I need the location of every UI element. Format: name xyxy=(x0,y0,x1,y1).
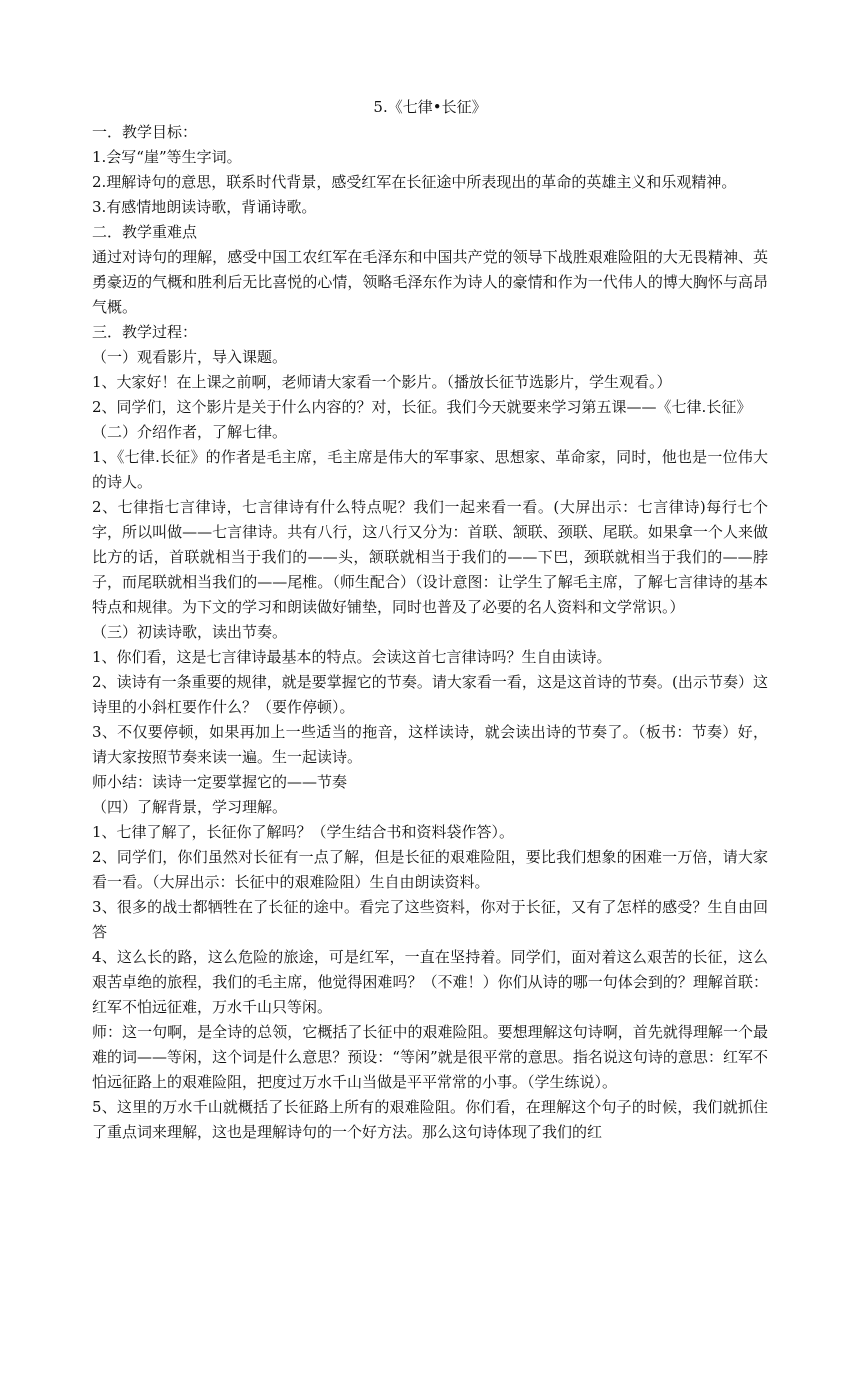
body-paragraph: 师：这一句啊，是全诗的总领，它概括了长征中的艰难险阻。要想理解这句诗啊，首先就得理解一个最难的词——等闲，这个词是什么意思？预设：“等闲”就是很平常的意思。指名说这句诗的意思：红军不怕远征路上的艰难险阻，把度过万水千山当做是平平常常的小事。（学生练说）。 xyxy=(92,1023,768,1091)
body-paragraph: 1、你们看，这是七言律诗最基本的特点。会读这首七言律诗吗？生自由读诗。 xyxy=(92,648,612,666)
body-paragraph: 1、七律了解了，长征你了解吗？（学生结合书和资料袋作答）。 xyxy=(92,823,515,841)
objective-item: 2.理解诗句的意思，联系时代背景，感受红军在长征途中所表现出的革命的英雄主义和乐观精神。 xyxy=(92,173,737,191)
section-heading-process: 三．教学过程： xyxy=(92,323,198,341)
body-paragraph: 4、这么长的路，这么危险的旅途，可是红军，一直在坚持着。同学们，面对着这么艰苦的长征，这么艰苦卓绝的旅程，我们的毛主席，他觉得困难吗？（不难！）你们从诗的哪一句体会到的？理解首联：红军不怕远征难，万水千山只等闲。 xyxy=(92,948,768,1016)
section-heading-key-points: 二．教学重难点 xyxy=(92,223,198,241)
subsection-heading: （四）了解背景，学习理解。 xyxy=(92,798,288,816)
document-title: 5.《七律•长征》 xyxy=(373,98,487,116)
body-paragraph: 通过对诗句的理解，感受中国工农红军在毛泽东和中国共产党的领导下战胜艰难险阻的大无畏精神、英勇豪迈的气概和胜利后无比喜悦的心情，领略毛泽东作为诗人的豪情和作为一代伟人的博大胸怀与高昂气概。 xyxy=(92,248,768,316)
objective-item: 1.会写“崖”等生字词。 xyxy=(92,148,242,166)
body-paragraph: 3、不仅要停顿，如果再加上一些适当的拖音，这样读诗，就会读出诗的节奏了。（板书：节奏）好，请大家按照节奏来读一遍。生一起读诗。 xyxy=(92,723,768,766)
body-paragraph: 3、很多的战士都牺牲在了长征的途中。看完了这些资料，你对于长征，又有了怎样的感受？生自由回答 xyxy=(92,898,768,941)
section-heading-objectives: 一．教学目标： xyxy=(92,123,198,141)
body-paragraph: 师小结：读诗一定要掌握它的——节奏 xyxy=(92,773,348,791)
objective-item: 3.有感情地朗读诗歌，背诵诗歌。 xyxy=(92,198,317,216)
subsection-heading: （二）介绍作者，了解七律。 xyxy=(92,423,288,441)
body-paragraph: 2、读诗有一条重要的规律，就是要掌握它的节奏。请大家看一看，这是这首诗的节奏。(出示节奏）这诗里的小斜杠要作什么？（要作停顿）。 xyxy=(92,673,768,716)
body-paragraph: 2、同学们，这个影片是关于什么内容的？对，长征。我们今天就要来学习第五课——《七律.长征》 xyxy=(92,398,752,416)
body-paragraph: 2、同学们，你们虽然对长征有一点了解，但是长征的艰难险阻，要比我们想象的困难一万倍，请大家看一看。（大屏出示：长征中的艰难险阻）生自由朗读资料。 xyxy=(92,848,768,891)
subsection-heading: （一）观看影片，导入课题。 xyxy=(92,348,288,366)
document-page xyxy=(92,94,768,1145)
body-paragraph: 1、《七律.长征》的作者是毛主席，毛主席是伟大的军事家、思想家、革命家，同时，他也是一位伟大的诗人。 xyxy=(92,448,768,491)
subsection-heading: （三）初读诗歌，读出节奏。 xyxy=(92,623,288,641)
body-paragraph: 1、大家好！在上课之前啊，老师请大家看一个影片。（播放长征节选影片，学生观看。） xyxy=(92,373,672,391)
body-paragraph: 5、这里的万水千山就概括了长征路上所有的艰难险阻。你们看，在理解这个句子的时候，我们就抓住了重点词来理解，这也是理解诗句的一个好方法。那么这句诗体现了我们的红 xyxy=(92,1098,768,1141)
body-paragraph: 2、七律指七言律诗，七言律诗有什么特点呢？我们一起来看一看。(大屏出示：七言律诗)每行七个字，所以叫做——七言律诗。共有八行，这八行又分为：首联、颔联、颈联、尾联。如果拿一个人来做比方的话，首联就相当于我们的——头，颔联就相当于我们的——下巴，颈联就相当于我们的——脖子，而尾联就相当我们的——尾椎。（师生配合）（设计意图：让学生了解毛主席，了解七言律诗的基本特点和规律。为下文的学习和朗读做好铺垫，同时也普及了必要的名人资料和文学常识。） xyxy=(92,498,768,616)
